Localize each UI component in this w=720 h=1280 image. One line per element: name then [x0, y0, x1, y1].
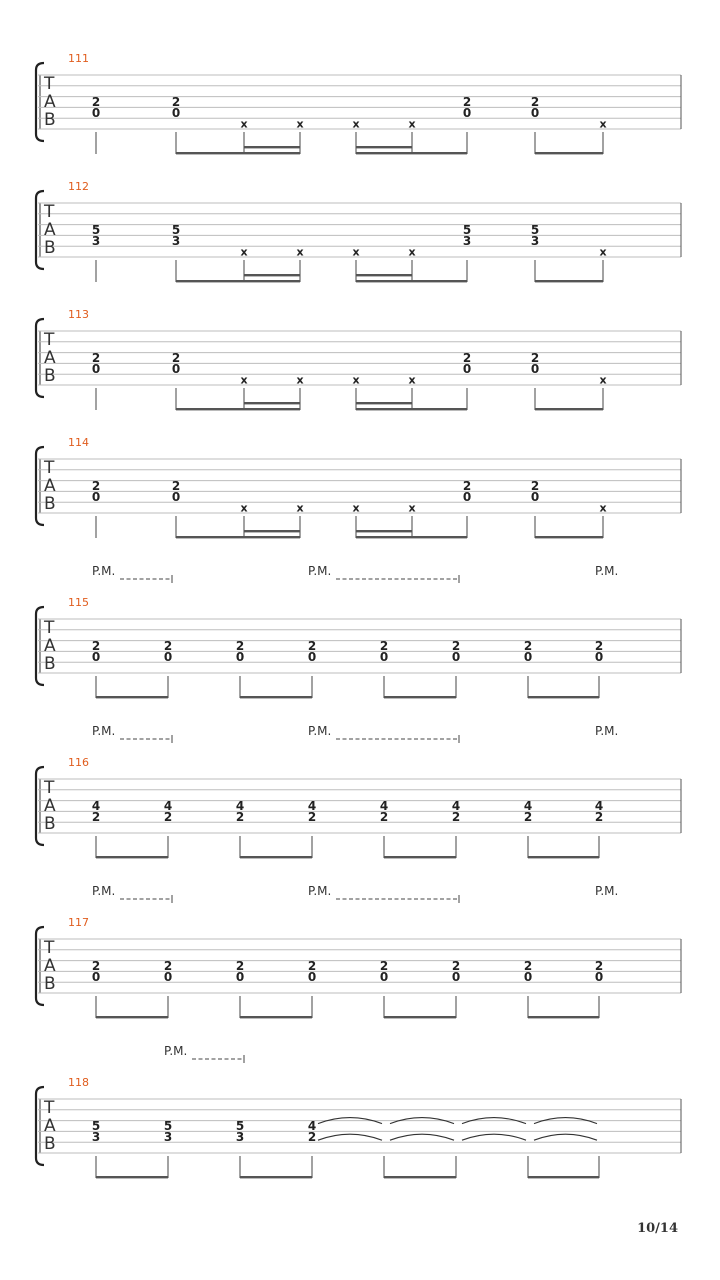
tab-clef [43, 938, 56, 994]
dead-note: x [599, 117, 607, 131]
fret-number: 2 [594, 639, 604, 653]
measure-number: 112 [68, 180, 89, 193]
dead-note: x [352, 501, 360, 515]
fret-number: 2 [523, 959, 533, 973]
fret-number: 0 [171, 361, 181, 376]
page-number: 10/14 [637, 1221, 678, 1236]
tab-clef-t: T [44, 1098, 55, 1118]
fret-number: 0 [594, 969, 604, 984]
fret-number: 0 [379, 969, 389, 984]
fret-number: 0 [530, 489, 540, 504]
beam [384, 1016, 456, 1018]
dead-note: x [599, 245, 607, 259]
fret-number: 5 [530, 223, 540, 237]
tab-clef-a: A [44, 956, 56, 976]
tab-clef-b: B [44, 238, 56, 258]
fret-number: 2 [91, 639, 101, 653]
dead-note: x [240, 501, 248, 515]
fret-number: 0 [163, 649, 173, 664]
fret-number: 0 [451, 969, 461, 984]
tab-clef-b: B [44, 814, 56, 834]
tab-system [36, 52, 681, 154]
beam [356, 536, 467, 538]
palm-mute-label: P.M. [595, 564, 619, 578]
tab-clef-t: T [44, 938, 55, 958]
fret-number: 5 [235, 1119, 245, 1133]
fret-number: 0 [307, 969, 317, 984]
dead-note: x [240, 373, 248, 387]
tab-clef [43, 202, 56, 258]
measure-number: 114 [68, 436, 89, 449]
fret-number: 0 [530, 105, 540, 120]
fret-number: 2 [523, 809, 533, 824]
beam [528, 1016, 599, 1018]
fret-number: 0 [171, 489, 181, 504]
fret-number: 2 [235, 959, 245, 973]
dead-note: x [352, 245, 360, 259]
fret-number: 2 [91, 809, 101, 824]
fret-number: 3 [91, 1129, 101, 1144]
secondary-beam [244, 146, 300, 148]
palm-mute-label: P.M. [92, 564, 116, 578]
palm-mute-label: P.M. [92, 724, 116, 738]
fret-number: 0 [523, 969, 533, 984]
fret-number: 2 [530, 95, 540, 109]
dead-note: x [599, 501, 607, 515]
fret-number: 2 [379, 639, 389, 653]
tab-system [36, 180, 681, 282]
fret-number: 4 [163, 799, 173, 813]
fret-number: 4 [523, 799, 533, 813]
fret-number: 4 [91, 799, 101, 813]
fret-number: 3 [163, 1129, 173, 1144]
tab-clef [43, 458, 56, 514]
measure-number: 118 [68, 1076, 89, 1089]
fret-number: 0 [451, 649, 461, 664]
tab-clef-t: T [44, 458, 55, 478]
tie-arc [318, 1134, 382, 1140]
palm-mute-label: P.M. [595, 724, 619, 738]
tab-clef-b: B [44, 654, 56, 674]
dead-note: x [408, 373, 416, 387]
secondary-beam [244, 274, 300, 276]
fret-number: 0 [462, 361, 472, 376]
fret-number: 5 [171, 223, 181, 237]
dead-note: x [240, 245, 248, 259]
beam [535, 280, 603, 282]
tab-clef-a: A [44, 92, 56, 112]
beam [96, 1016, 168, 1018]
fret-number: 2 [171, 351, 181, 365]
fret-number: 2 [171, 479, 181, 493]
fret-number: 2 [163, 959, 173, 973]
dead-note: x [352, 373, 360, 387]
measure-number: 116 [68, 756, 89, 769]
beam [528, 696, 599, 698]
secondary-beam [244, 402, 300, 404]
fret-number: 0 [91, 969, 101, 984]
fret-number: 4 [307, 799, 317, 813]
fret-number: 5 [163, 1119, 173, 1133]
tab-clef [43, 778, 56, 834]
beam [528, 856, 599, 858]
fret-number: 0 [91, 489, 101, 504]
palm-mute-label: P.M. [595, 884, 619, 898]
fret-number: 0 [307, 649, 317, 664]
measure-number: 115 [68, 596, 89, 609]
tab-system [36, 724, 681, 858]
tab-clef-t: T [44, 330, 55, 350]
fret-number: 2 [91, 95, 101, 109]
fret-number: 4 [594, 799, 604, 813]
dead-note: x [296, 117, 304, 131]
fret-number: 0 [523, 649, 533, 664]
tie-arc [534, 1134, 597, 1140]
fret-number: 2 [530, 351, 540, 365]
dead-note: x [296, 501, 304, 515]
dead-note: x [408, 117, 416, 131]
fret-number: 2 [91, 479, 101, 493]
fret-number: 2 [451, 959, 461, 973]
dead-note: x [296, 245, 304, 259]
beam [535, 408, 603, 410]
fret-number: 2 [530, 479, 540, 493]
dead-note: x [352, 117, 360, 131]
beam [535, 152, 603, 154]
beam [384, 696, 456, 698]
fret-number: 2 [91, 959, 101, 973]
fret-number: 4 [379, 799, 389, 813]
tab-clef-t: T [44, 618, 55, 638]
beam [176, 152, 300, 154]
beam [240, 1016, 312, 1018]
tab-system [36, 308, 681, 410]
beam [240, 856, 312, 858]
dead-note: x [296, 373, 304, 387]
dead-note: x [408, 501, 416, 515]
fret-number: 0 [91, 649, 101, 664]
beam [535, 536, 603, 538]
fret-number: 2 [307, 959, 317, 973]
beam [96, 696, 168, 698]
fret-number: 0 [530, 361, 540, 376]
beam [240, 696, 312, 698]
fret-number: 0 [163, 969, 173, 984]
tab-system [36, 884, 681, 1018]
fret-number: 4 [451, 799, 461, 813]
dead-note: x [240, 117, 248, 131]
tab-clef-b: B [44, 974, 56, 994]
tab-clef-a: A [44, 636, 56, 656]
fret-number: 5 [462, 223, 472, 237]
fret-number: 3 [171, 233, 181, 248]
tab-system [36, 1044, 681, 1178]
dead-note: x [408, 245, 416, 259]
tab-clef [43, 1098, 56, 1154]
tie-arc [390, 1134, 454, 1140]
fret-number: 0 [462, 105, 472, 120]
tab-clef-a: A [44, 796, 56, 816]
fret-number: 2 [594, 959, 604, 973]
fret-number: 0 [91, 105, 101, 120]
beam [356, 408, 467, 410]
tab-clef-b: B [44, 1134, 56, 1154]
beam [356, 152, 467, 154]
fret-number: 2 [163, 809, 173, 824]
fret-number: 4 [307, 1119, 317, 1133]
fret-number: 2 [451, 639, 461, 653]
fret-number: 2 [523, 639, 533, 653]
fret-number: 2 [462, 95, 472, 109]
beam [384, 856, 456, 858]
beam [384, 1176, 456, 1178]
fret-number: 5 [91, 1119, 101, 1133]
tab-clef-a: A [44, 348, 56, 368]
fret-number: 0 [594, 649, 604, 664]
fret-number: 2 [451, 809, 461, 824]
tab-clef [43, 330, 56, 386]
tab-clef-b: B [44, 494, 56, 514]
palm-mute-label: P.M. [308, 564, 332, 578]
fret-number: 0 [235, 649, 245, 664]
beam [96, 856, 168, 858]
secondary-beam [356, 146, 412, 148]
fret-number: 2 [235, 639, 245, 653]
fret-number: 2 [379, 809, 389, 824]
tie-arc [462, 1134, 526, 1140]
tab-clef-a: A [44, 476, 56, 496]
tab-clef-b: B [44, 110, 56, 130]
fret-number: 0 [235, 969, 245, 984]
secondary-beam [356, 402, 412, 404]
palm-mute-label: P.M. [308, 724, 332, 738]
fret-number: 2 [171, 95, 181, 109]
fret-number: 2 [379, 959, 389, 973]
beam [96, 1176, 168, 1178]
fret-number: 2 [91, 351, 101, 365]
fret-number: 4 [235, 799, 245, 813]
tab-clef-t: T [44, 778, 55, 798]
fret-number: 3 [235, 1129, 245, 1144]
beam [528, 1176, 599, 1178]
measure-number: 117 [68, 916, 89, 929]
fret-number: 5 [91, 223, 101, 237]
fret-number: 3 [91, 233, 101, 248]
beam [176, 280, 300, 282]
fret-number: 0 [379, 649, 389, 664]
fret-number: 2 [235, 809, 245, 824]
fret-number: 3 [462, 233, 472, 248]
fret-number: 2 [163, 639, 173, 653]
fret-number: 2 [462, 479, 472, 493]
beam [240, 1176, 312, 1178]
measure-number: 113 [68, 308, 89, 321]
secondary-beam [356, 274, 412, 276]
tab-clef [43, 74, 56, 130]
fret-number: 2 [462, 351, 472, 365]
tab-clef-b: B [44, 366, 56, 386]
beam [356, 280, 467, 282]
tab-clef-t: T [44, 202, 55, 222]
fret-number: 2 [594, 809, 604, 824]
fret-number: 3 [530, 233, 540, 248]
fret-number: 0 [171, 105, 181, 120]
palm-mute-label: P.M. [164, 1044, 188, 1058]
fret-number: 2 [307, 809, 317, 824]
fret-number: 2 [307, 1129, 317, 1144]
beam [176, 408, 300, 410]
beam [176, 536, 300, 538]
palm-mute-label: P.M. [308, 884, 332, 898]
tab-system [36, 436, 681, 538]
tab-clef-a: A [44, 1116, 56, 1136]
fret-number: 0 [462, 489, 472, 504]
tab-clef-a: A [44, 220, 56, 240]
secondary-beam [356, 530, 412, 532]
fret-number: 0 [91, 361, 101, 376]
secondary-beam [244, 530, 300, 532]
tab-clef-t: T [44, 74, 55, 94]
tab-clef [43, 618, 56, 674]
tab-system [36, 564, 681, 698]
dead-note: x [599, 373, 607, 387]
measure-number: 111 [68, 52, 89, 65]
fret-number: 2 [307, 639, 317, 653]
palm-mute-label: P.M. [92, 884, 116, 898]
